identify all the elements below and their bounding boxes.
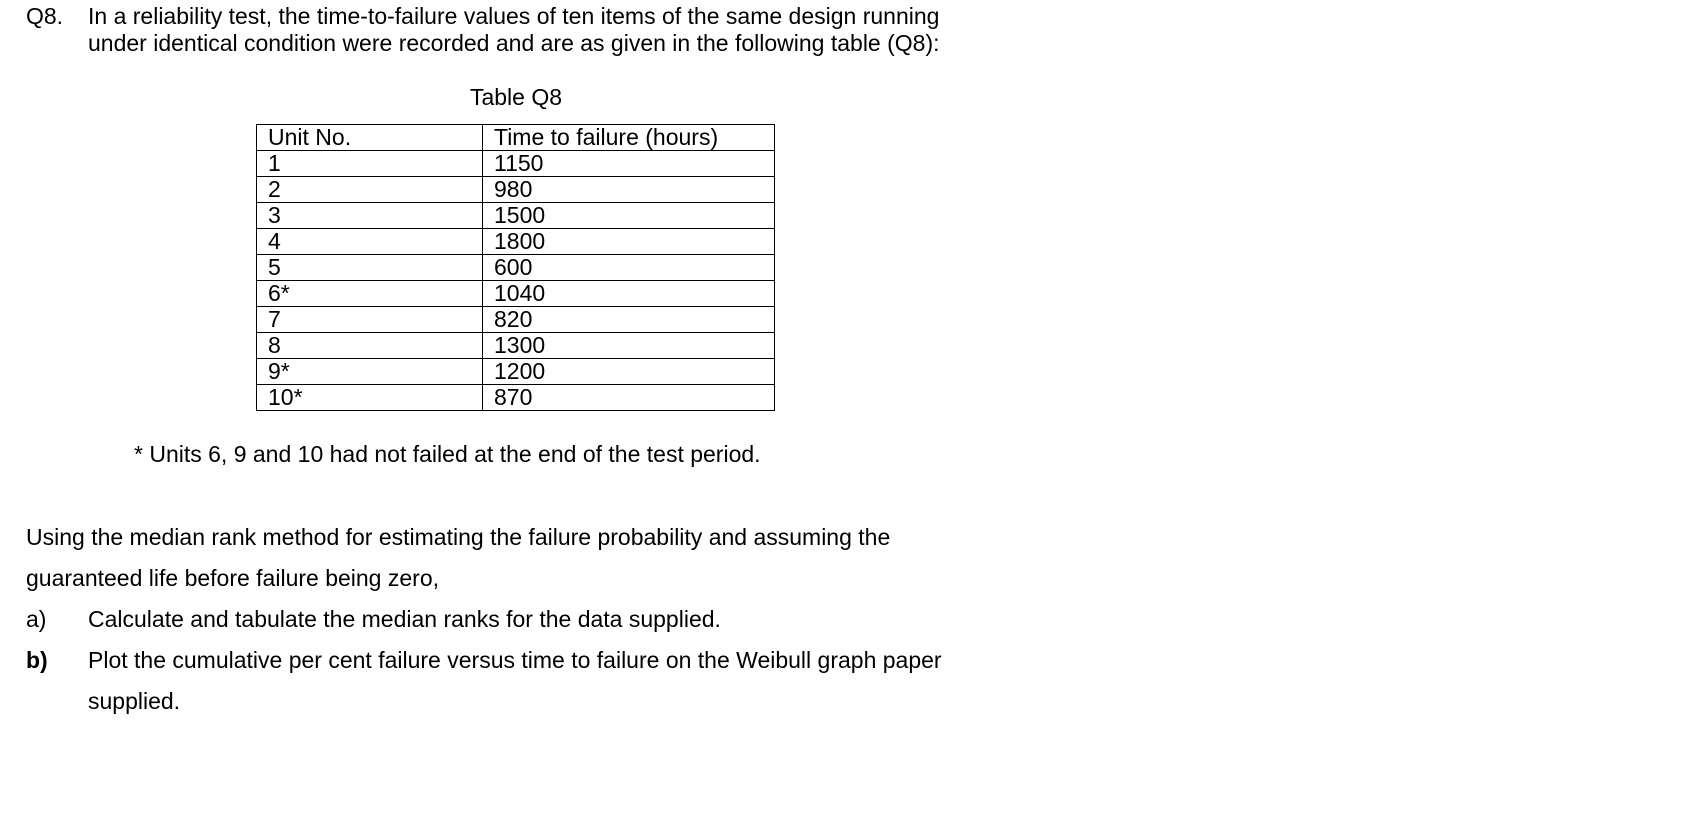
unit-cell: 9* — [257, 359, 483, 385]
table-row — [257, 281, 775, 307]
time-cell: 820 — [483, 307, 775, 333]
unit-cell: 1 — [257, 151, 483, 177]
question-text-line-2: under identical condition were recorded and are as given in the following table (Q8): — [88, 30, 940, 56]
table-row — [257, 333, 775, 359]
time-cell: 1150 — [483, 151, 775, 177]
time-cell: 1040 — [483, 281, 775, 307]
unit-cell: 7 — [257, 307, 483, 333]
part-b-text-line-2: supplied. — [88, 688, 181, 714]
table-row — [257, 385, 775, 411]
table-row — [257, 359, 775, 385]
unit-cell: 10* — [257, 385, 483, 411]
question-number: Q8. — [26, 3, 64, 29]
time-cell: 1800 — [483, 229, 775, 255]
unit-cell: 2 — [257, 177, 483, 203]
table-header-row — [257, 125, 775, 151]
unit-cell: 4 — [257, 229, 483, 255]
table-row — [257, 151, 775, 177]
part-b-text-line-1: Plot the cumulative per cent failure versus time to failure on the Weibull graph paper — [88, 647, 942, 673]
part-b-label: b) — [26, 647, 48, 673]
failure-time-table — [256, 124, 775, 411]
time-cell: 1500 — [483, 203, 775, 229]
instruction-line-2: guaranteed life before failure being zero, — [26, 565, 440, 591]
unit-cell: 8 — [257, 333, 483, 359]
time-cell: 600 — [483, 255, 775, 281]
instruction-line-1: Using the median rank method for estimating the failure probability and assuming the — [26, 524, 891, 550]
question-text-line-1: In a reliability test, the time-to-failure values of ten items of the same design running — [88, 3, 940, 29]
table-row — [257, 255, 775, 281]
header-unit-no: Unit No. — [257, 125, 483, 151]
unit-cell: 3 — [257, 203, 483, 229]
table-row — [257, 229, 775, 255]
table-row — [257, 307, 775, 333]
time-cell: 1300 — [483, 333, 775, 359]
header-time-to-failure: Time to failure (hours) — [483, 125, 775, 151]
time-cell: 1200 — [483, 359, 775, 385]
table-row — [257, 203, 775, 229]
unit-cell: 5 — [257, 255, 483, 281]
time-cell: 980 — [483, 177, 775, 203]
part-a-label: a) — [26, 606, 47, 632]
table-caption: Table Q8 — [469, 84, 563, 110]
unit-cell: 6* — [257, 281, 483, 307]
part-a-text: Calculate and tabulate the median ranks for the data supplied. — [88, 606, 721, 632]
table-footnote: * Units 6, 9 and 10 had not failed at the end of the test period. — [134, 441, 761, 467]
time-cell: 870 — [483, 385, 775, 411]
table-row — [257, 177, 775, 203]
